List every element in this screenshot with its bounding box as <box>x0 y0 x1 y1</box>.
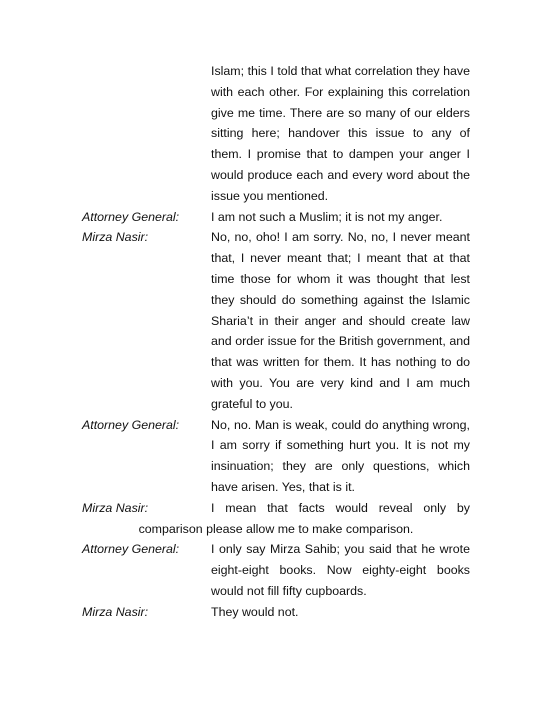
speech-text: No, no, oho! I am sorry. No, no, I never meant that, I never meant that; I meant that at that time those for whom it was thought that lest they should do something against the Islamic Sharia’t in their anger and should create law and order issue for the British government, and that was written for them. It has nothing to do with you. You are very kind and I am much grateful to you. <box>211 230 470 411</box>
speaker-label: Attorney General: <box>82 542 180 557</box>
speech-text: I am not such a Muslim; it is not my anger. <box>211 209 443 224</box>
turn-attorney-general-3 <box>82 539 470 601</box>
turn-mirza-nasir-1 <box>82 227 470 414</box>
turn-attorney-general-2 <box>82 415 470 498</box>
speaker-label: Attorney General: <box>82 209 180 224</box>
speaker-label: Attorney General: <box>82 417 180 432</box>
speaker-label: Mirza Nasir: <box>82 230 149 245</box>
speech-text-line-1: I mean that facts would reveal only by <box>211 500 470 515</box>
speech-text-line-2: comparison please allow me to make comparison. <box>138 521 414 536</box>
speech-text: I only say Mirza Sahib; you said that he wrote eight-eight books. Now eighty-eight books would not fill fifty cupboards. <box>211 542 470 598</box>
speech-text: They would not. <box>211 604 299 619</box>
turn-mirza-nasir-3 <box>82 602 470 623</box>
transcript-body <box>82 61 470 623</box>
speaker-label: Mirza Nasir: <box>82 604 149 619</box>
turn-mirza-nasir-2 <box>82 498 470 540</box>
opening-paragraph <box>82 61 470 207</box>
turn-attorney-general-1 <box>82 207 470 228</box>
speaker-label: Mirza Nasir: <box>82 500 149 515</box>
speech-text: No, no. Man is weak, could do anything wrong, I am sorry if something hurt you. It is not my insinuation; they are only questions, which have arisen. Yes, that is it. <box>211 417 470 494</box>
speech-text: Islam; this I told that what correlation they have with each other. For explaining this correlation give me time. There are so many of our elders sitting here; handover this issue to any of them. I promise that to dampen your anger I would produce each and every word about the issue you mentioned. <box>211 64 470 203</box>
